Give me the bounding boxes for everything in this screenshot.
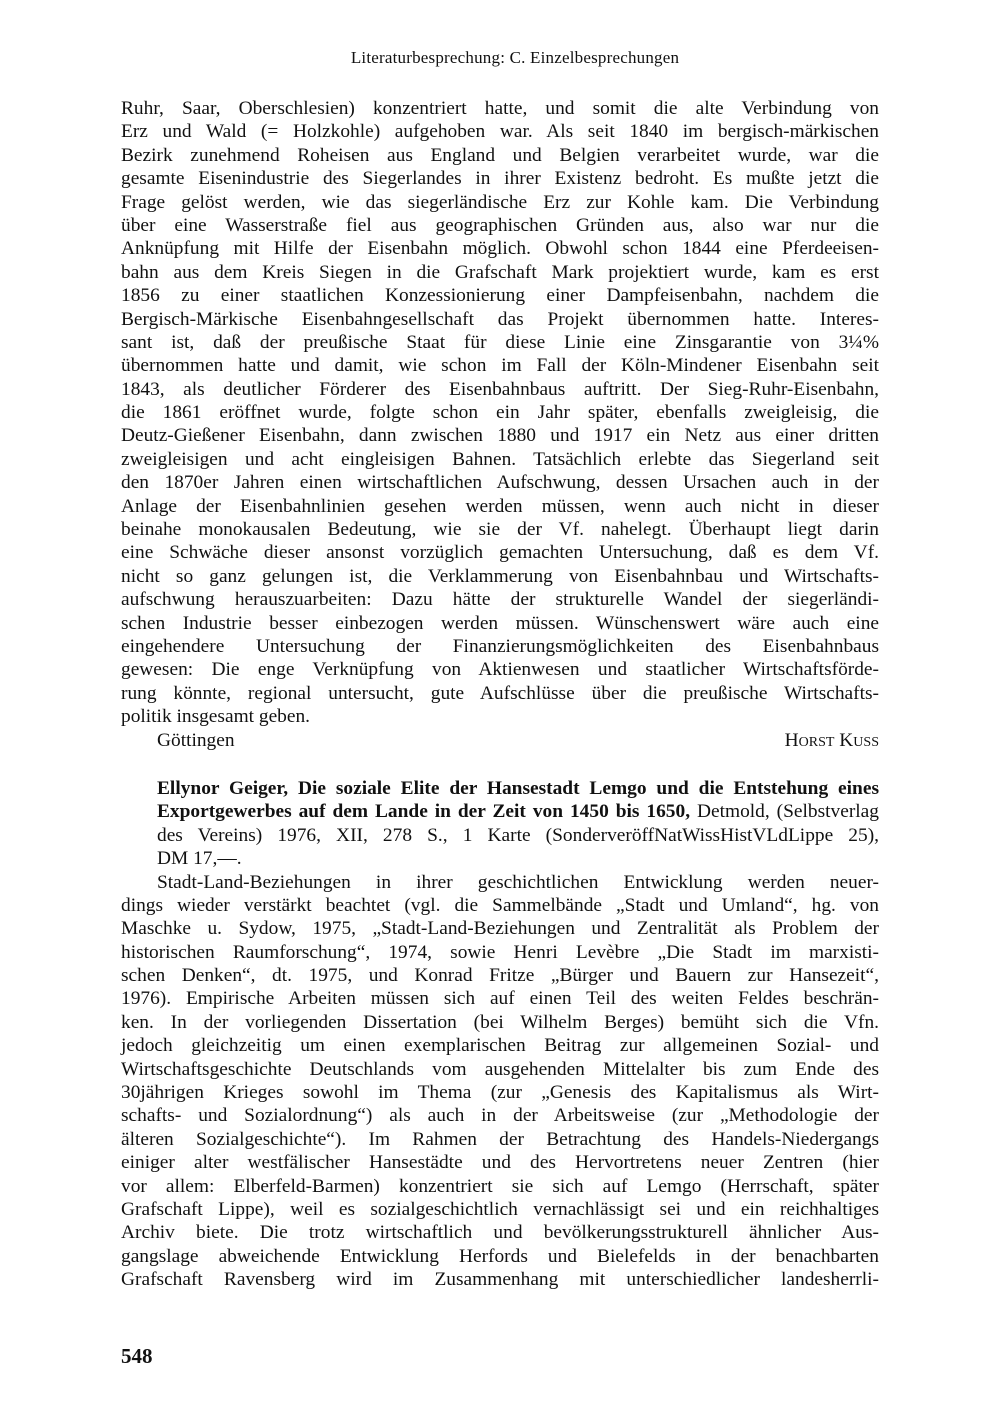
text-line: über eine Wasserstraße fiel aus geographischen Gründen aus, also war nur die xyxy=(121,214,879,236)
text-line: rung könnte, regional untersucht, gute Aufschlüsse über die preußische Wirtschafts- xyxy=(121,682,879,704)
text-line: Frage gelöst werden, wie das siegerländische Erz zur Kohle kam. Die Verbindung xyxy=(121,191,879,213)
review-signature xyxy=(121,729,879,752)
heading-line xyxy=(121,777,879,800)
text-line: 1843, als deutlicher Förderer des Eisenbahnbaus auftritt. Der Sieg-Ruhr-Eisenbahn, xyxy=(121,378,879,400)
text-line: Maschke u. Sydow, 1975, „Stadt-Land-Beziehungen und Zentralität als Problem der xyxy=(121,918,879,940)
text-line: gangslage abweichende Entwicklung Herfords und Bielefelds in der benachbarten xyxy=(121,1245,879,1267)
text-line: schen Denken“, dt. 1975, und Konrad Fritze „Bürger und Bauern zur Hansezeit“, xyxy=(121,965,879,987)
text-line: schen Industrie besser einbezogen werden müssen. Wünschenswert wäre auch eine xyxy=(121,612,879,634)
text-line: dings wieder verstärkt beachtet (vgl. die Sammelbände „Stadt und Umland“, hg. von xyxy=(121,894,879,916)
text-line: die 1861 eröffnet wurde, folgte schon ein Jahr später, ebenfalls zweigleisig, die xyxy=(121,402,879,424)
text-line: 1976). Empirische Arbeiten müssen sich auf einen Teil des weiten Feldes beschrän- xyxy=(121,988,879,1010)
text-line: Bezirk zunehmend Roheisen aus England und Belgien verarbeitet wurde, war die xyxy=(121,144,879,166)
text-line: Deutz-Gießener Eisenbahn, dann zwischen 1880 und 1917 ein Netz aus einer dritten xyxy=(121,425,879,447)
text-line: nicht so ganz gelungen ist, die Verklammerung von Eisenbahnbau und Wirtschafts- xyxy=(121,565,879,587)
text-line: eine Schwäche dieser ansonst vorzüglich gemachten Untersuchung, daß es dem Vf. xyxy=(121,542,879,564)
text-line: eingehendere Untersuchung der Finanzierungsmöglichkeiten des Eisenbahnbaus xyxy=(121,635,879,657)
review-place: Göttingen xyxy=(157,729,235,751)
text-line: bahn aus dem Kreis Siegen in die Grafschaft Mark projektiert wurde, kam es erst xyxy=(121,261,879,283)
text-line: jedoch gleichzeitig um einen exemplarischen Beitrag zur allgemeinen Sozial- und xyxy=(121,1035,879,1057)
heading-line xyxy=(121,847,879,870)
page-number: 548 xyxy=(121,1344,153,1368)
reviewer-name: Horst Kuss xyxy=(784,729,879,751)
text-line: schafts- und Sozialordnung“) als auch in der Arbeitsweise (zur „Methodologie der xyxy=(121,1105,879,1127)
heading-bold-text: Exportgewerbes auf dem Lande in der Zeit von 1450 bis 1650, xyxy=(157,801,691,823)
text-line: historischen Raumforschung“, 1974, sowie Henri Levèbre „Die Stadt im marxisti- xyxy=(121,941,879,963)
heading-normal-text: Detmold, (Selbstverlag xyxy=(690,801,879,823)
heading-normal-text: DM 17,—. xyxy=(157,848,242,870)
text-line: vor allem: Elberfeld-Barmen) konzentriert sie sich auf Lemgo (Herrschaft, später xyxy=(121,1175,879,1197)
text-line: sant ist, daß der preußische Staat für diese Linie eine Zinsgarantie von 3¼% xyxy=(121,331,879,353)
text-line: Bergisch-Märkische Eisenbahngesellschaft das Projekt übernommen hatte. Interes- xyxy=(121,308,879,330)
text-line: Grafschaft Lippe), weil es sozialgeschichtlich vernachlässigt sei und ein reichhaltiges xyxy=(121,1198,879,1220)
text-line: Wirtschaftsgeschichte Deutschlands vom ausgehenden Mittelalter bis zum Ende des xyxy=(121,1058,879,1080)
text-line: 1856 zu einer staatlichen Konzessionierung einer Dampfeisenbahn, nachdem die xyxy=(121,285,879,307)
text-line: einiger alter westfälischer Hansestädte und des Hervortretens neuer Zentren (hier xyxy=(121,1152,879,1174)
text-line: Anlage der Eisenbahnlinien gesehen werden müssen, wenn auch nicht in dieser xyxy=(121,495,879,517)
text-line: aufschwung herauszuarbeiten: Dazu hätte der strukturelle Wandel der siegerländi- xyxy=(121,589,879,611)
text-line: ken. In der vorliegenden Dissertation (bei Wilhelm Berges) bemüht sich die Vfn. xyxy=(121,1011,879,1033)
text-line: politik insgesamt geben. xyxy=(121,706,311,728)
text-line: den 1870er Jahren einen wirtschaftlichen Aufschwung, dessen Ursachen auch in der xyxy=(121,472,879,494)
heading-line xyxy=(121,824,879,847)
review-geiger-body xyxy=(121,871,879,1292)
text-line: gesamte Eisenindustrie des Siegerlandes in ihrer Existenz bedroht. Es mußte jetzt die xyxy=(121,168,879,190)
text-line: 30jährigen Krieges sowohl im Thema (zur „Genesis des Kapitalismus als Wirt- xyxy=(121,1082,879,1104)
heading-line xyxy=(121,800,879,823)
heading-bold-text: Ellynor Geiger, Die soziale Elite der Hansestadt Lemgo und die Entstehung eines xyxy=(157,777,879,799)
text-line: übernommen hatte und damit, wie schon im Fall der Köln-Mindener Eisenbahn seit xyxy=(121,355,879,377)
text-line: Archiv biete. Die trotz wirtschaftlich und bevölkerungsstrukturell ähnlicher Aus- xyxy=(121,1222,879,1244)
section-gap xyxy=(121,752,879,777)
text-line: beinahe monokausalen Bedeutung, wie sie der Vf. nahelegt. Überhaupt liegt darin xyxy=(121,519,879,541)
text-column xyxy=(121,97,879,1292)
text-line: Anknüpfung mit Hilfe der Eisenbahn möglich. Obwohl schon 1844 eine Pferdeeisen- xyxy=(121,238,879,260)
text-line: zweigleisigen und acht eingleisigen Bahnen. Tatsächlich erlebte das Siegerland seit xyxy=(121,448,879,470)
running-head: Literaturbesprechung: C. Einzelbesprechungen xyxy=(350,48,680,67)
review-geiger-heading xyxy=(121,777,879,871)
text-line: Stadt-Land-Beziehungen in ihrer geschichtlichen Entwicklung werden neuer- xyxy=(157,871,879,893)
text-line: Grafschaft Ravensberg wird im Zusammenhang mit unterschiedlicher landesherrli- xyxy=(121,1269,879,1291)
text-line: gewesen: Die enge Verknüpfung von Aktienwesen und staatlicher Wirtschaftsförde- xyxy=(121,659,879,681)
text-line: Erz und Wald (= Holzkohle) aufgehoben war. Als seit 1840 im bergisch-märkischen xyxy=(121,121,879,143)
text-line: Ruhr, Saar, Oberschlesien) konzentriert hatte, und somit die alte Verbindung von xyxy=(121,98,879,119)
text-line: älteren Sozialgeschichte“). Im Rahmen der Betrachtung des Handels-Niedergangs xyxy=(121,1128,879,1150)
review-kuss-continuation xyxy=(121,97,879,729)
heading-normal-text: des Vereins) 1976, XII, 278 S., 1 Karte (SonderveröffNatWissHistVLdLippe 25), xyxy=(157,824,879,846)
